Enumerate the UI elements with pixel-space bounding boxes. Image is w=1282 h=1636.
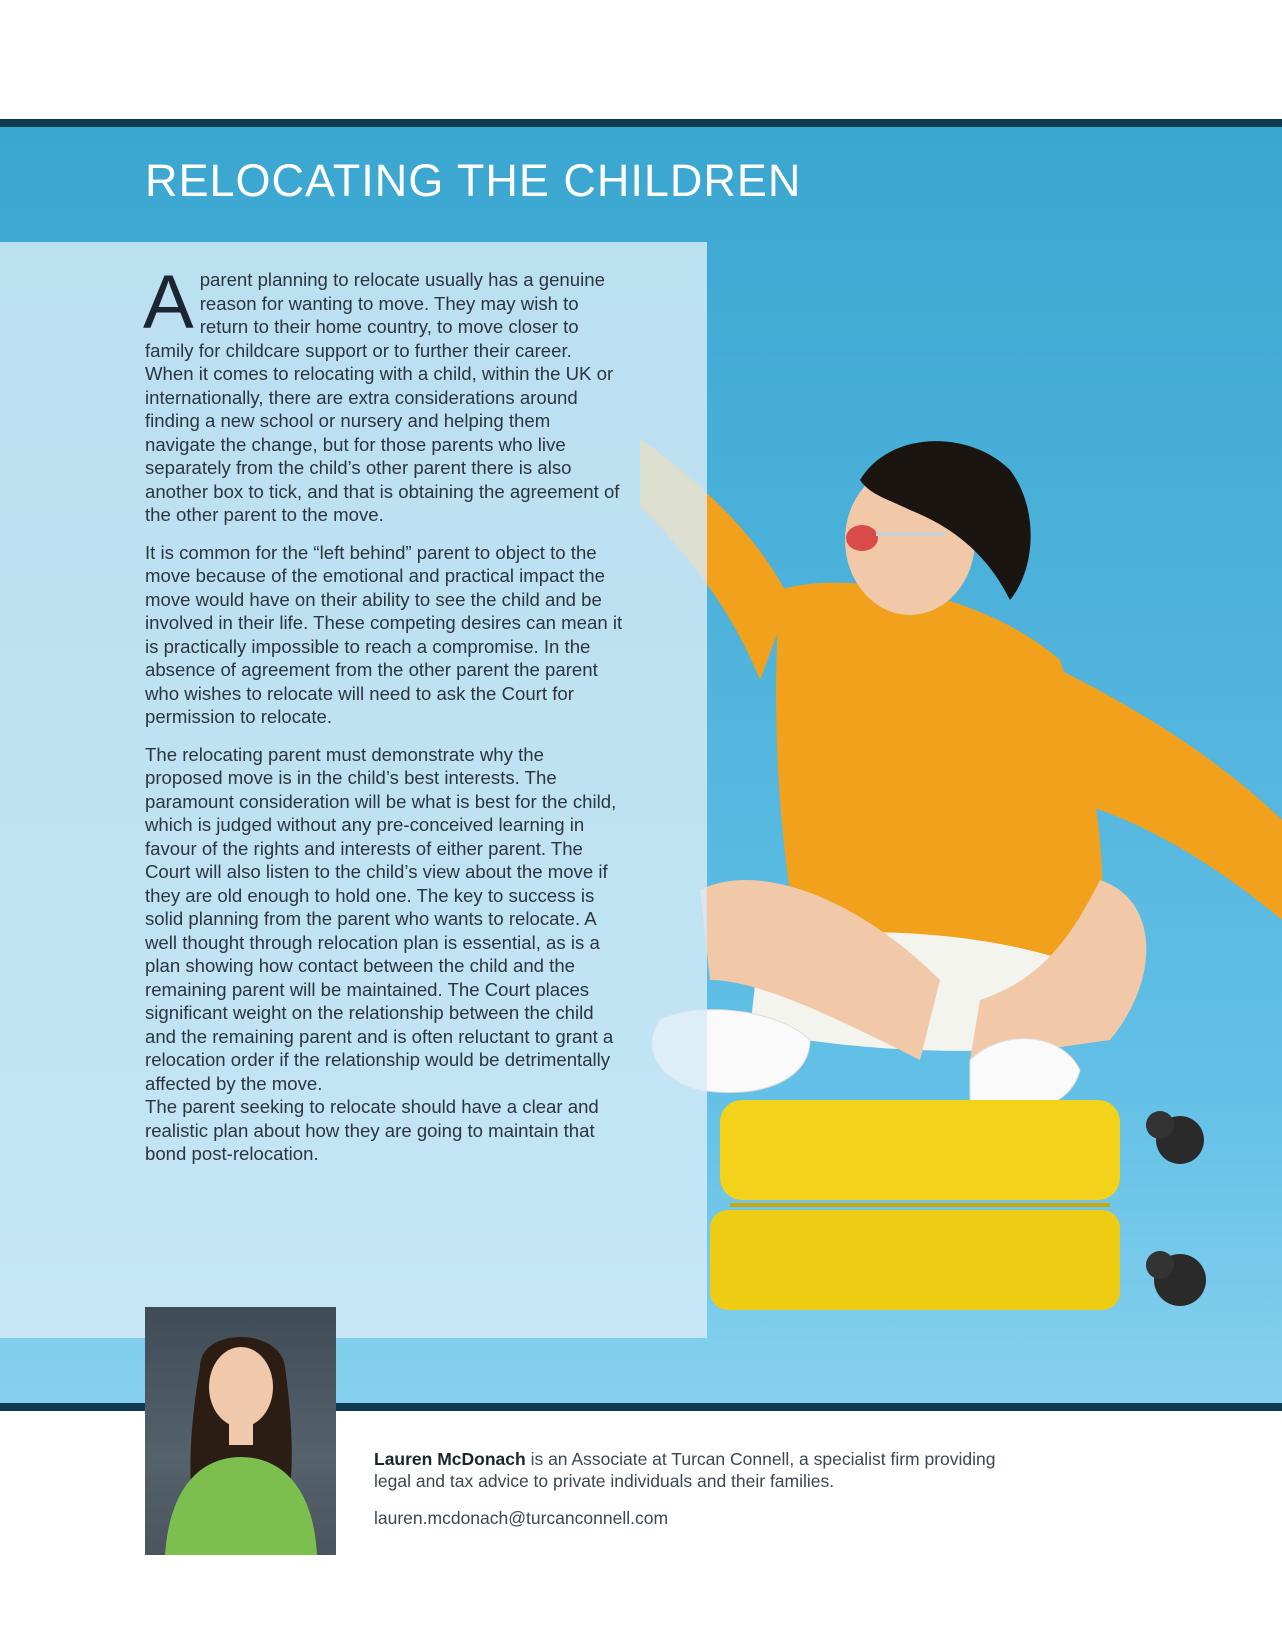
right-shoe [970,1039,1080,1110]
suitcase-top [720,1100,1120,1200]
paragraph-1: A parent planning to relocate usually has a genuine reason for wanting to move. They may wish to return to their home country, to move closer to family for childcare support or to further their career. When it comes to relocating with a child, within the UK or internationally, there are extra considerations around finding a new school or nursery and helping them navigate the change, but for those parents who live separately from the child’s other parent there is also another box to tick, and that is obtaining the agreement of the other parent to the move. [143,260,620,525]
author-bio: Lauren McDonach is an Associate at Turcan Connell, a specialist firm providing legal and tax advice to private individuals and their families. [374,1449,996,1491]
article-body [143,260,625,1180]
author-photo [145,1307,336,1555]
drop-cap: A [143,260,194,345]
top-band [0,119,1282,127]
child-on-suitcase-illustration [640,420,1282,1380]
author-portrait-icon [145,1307,336,1555]
paragraph-4: The parent seeking to relocate should have a clear and realistic plan about how they are going to maintain that bond post-relocation. [145,1096,599,1164]
author-name: Lauren McDonach [374,1449,526,1469]
paragraph-3: The relocating parent must demonstrate why the proposed move is in the child’s best interests. The paramount consideration will be what is best for the child, which is judged without any pre-conceived learning in favour of the rights and interests of either parent. The Court will also listen to the child’s view about the move if they are old enough to hold one. The key to success is solid planning from the parent who wants to relocate. A well thought through relocation plan is essential, as is a plan showing how contact between the child and the remaining parent will be maintained. The Court places significant weight on the relationship between the child and the remaining parent and is often reluctant to grant a relocation order if the relationship would be detrimentally affected by the move. [145,743,617,1094]
paragraph-2: It is common for the “left behind” parent to object to the move because of the emotional and practical impact the move would have on their ability to see the child and be involved in their life. These competing desires can mean it is practically impossible to reach a compromise. In the absence of agreement from the other parent the parent who wishes to relocate will need to ask the Court for permission to relocate. [145,541,623,727]
wheels [1146,1111,1206,1306]
suitcase-bottom [710,1210,1120,1310]
article-title: RELOCATING THE CHILDREN [145,155,802,206]
author-email[interactable]: lauren.mcdonach@turcanconnell.com [374,1508,669,1528]
